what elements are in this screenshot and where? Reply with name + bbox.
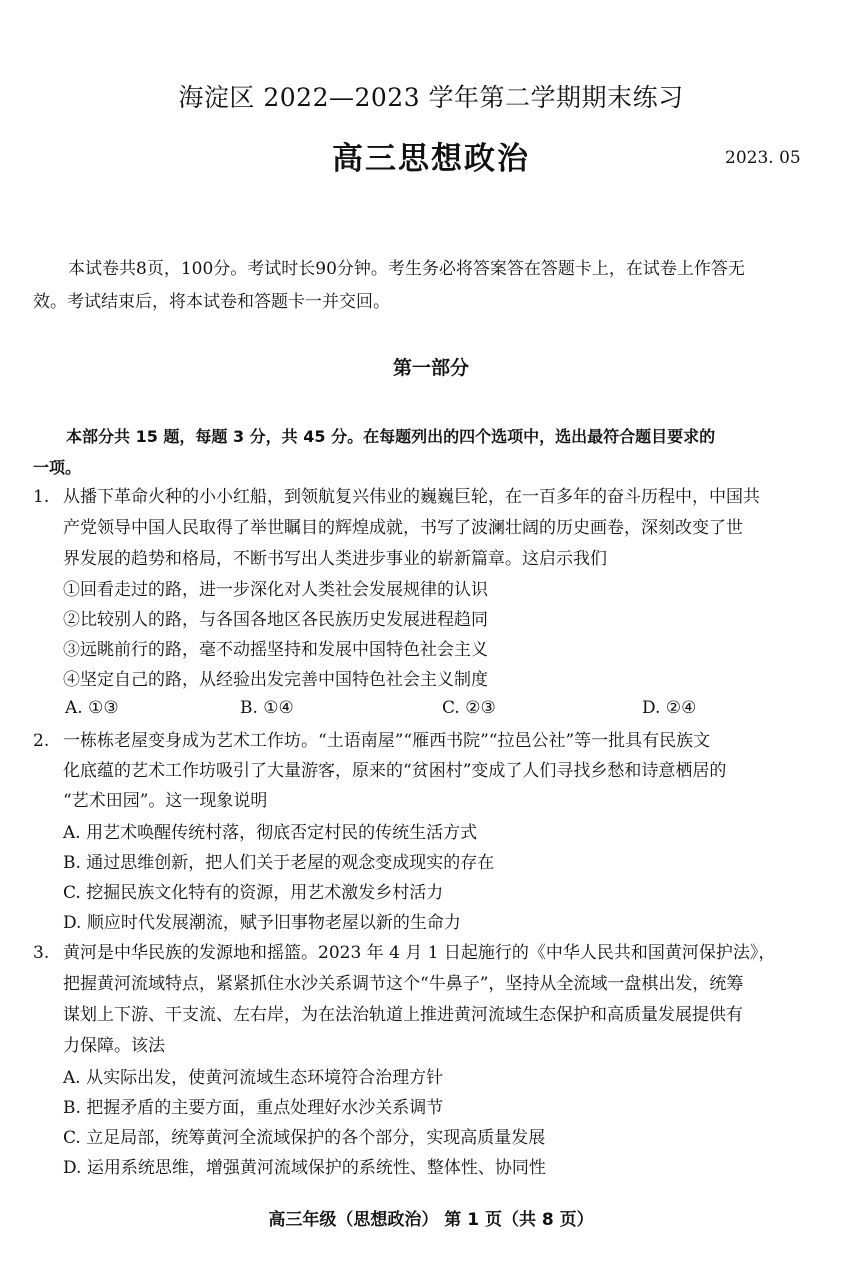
- option-d: D. ②④: [642, 698, 697, 718]
- option-c: C. 立足局部，统筹黄河全流域保护的各个部分，实现高质量发展: [63, 1128, 546, 1148]
- exam-date: 2023. 05: [725, 148, 801, 168]
- question-number: 3.: [33, 943, 50, 963]
- option-c: C. 挖掘民族文化特有的资源，用艺术激发乡村活力: [63, 883, 444, 903]
- part-one-title: 第一部分: [392, 357, 469, 379]
- question-number: 1.: [33, 487, 50, 507]
- question-stem-line: 一栋栋老屋变身成为艺术工作坊。“土语南屋”“雁西书院”“拉邑公社”等一批具有民族文: [63, 731, 711, 751]
- statement-3: ③远眺前行的路，毫不动摇坚持和发展中国特色社会主义: [63, 640, 488, 660]
- option-a: A. ①③: [65, 698, 119, 718]
- option-c: C. ②③: [442, 698, 496, 718]
- question-stem-line: 谋划上下游、干支流、左右岸，为在法治轨道上推进黄河流域生态保护和高质量发展提供有: [63, 1005, 743, 1025]
- part-one-intro-line-1: 本部分共 15 题，每题 3 分，共 45 分。在每题列出的四个选项中，选出最符合题目要求的: [66, 427, 716, 446]
- question-stem-line: 黄河是中华民族的发源地和摇篮。2023 年 4 月 1 日起施行的《中华人民共和国黄河保护法》，: [63, 943, 776, 963]
- question-stem-line: 产党领导中国人民取得了举世瞩目的辉煌成就，书写了波澜壮阔的历史画卷，深刻改变了世: [63, 518, 743, 538]
- statement-1: ①回看走过的路，进一步深化对人类社会发展规律的认识: [63, 580, 488, 600]
- option-b: B. 通过思维创新，把人们关于老屋的观念变成现实的存在: [63, 853, 495, 873]
- statement-4: ④坚定自己的路，从经验出发完善中国特色社会主义制度: [63, 670, 488, 690]
- option-b: B. ①④: [240, 698, 294, 718]
- question-stem-line: 从播下革命火种的小小红船，到领航复兴伟业的巍巍巨轮，在一百多年的奋斗历程中，中国共: [63, 487, 760, 507]
- option-b: B. 把握矛盾的主要方面，重点处理好水沙关系调节: [63, 1098, 444, 1118]
- page-footer: 高三年级（思想政治） 第 1 页（共 8 页）: [268, 1210, 594, 1230]
- part-one-intro-line-2: 一项。: [33, 458, 82, 477]
- question-stem-line: 力保障。该法: [63, 1036, 165, 1056]
- option-d: D. 顺应时代发展潮流，赋予旧事物老屋以新的生命力: [63, 913, 461, 933]
- instructions-line-2: 效。考试结束后，将本试卷和答题卡一并交回。: [33, 292, 390, 312]
- instructions-line-1: 本试卷共8页，100分。考试时长90分钟。考生务必将答案答在答题卡上，在试卷上作答无: [68, 259, 745, 279]
- option-a: A. 从实际出发，使黄河流域生态环境符合治理方针: [63, 1068, 444, 1088]
- question-stem-line: 化底蕴的艺术工作坊吸引了大量游客，原来的“贫困村”变成了人们寻找乡愁和诗意栖居的: [63, 761, 727, 781]
- question-number: 2.: [33, 731, 50, 751]
- question-stem-line: “艺术田园”。这一现象说明: [63, 791, 268, 811]
- option-a: A. 用艺术唤醒传统村落，彻底否定村民的传统生活方式: [63, 823, 478, 843]
- exam-header-title: 海淀区 2022—2023 学年第二学期期末练习: [178, 83, 684, 112]
- question-stem-line: 界发展的趋势和格局，不断书写出人类进步事业的崭新篇章。这启示我们: [63, 549, 607, 569]
- exam-subject-title: 高三思想政治: [332, 141, 530, 177]
- question-stem-line: 把握黄河流域特点，紧紧抓住水沙关系调节这个“牛鼻子”，坚持从全流域一盘棋出发，统筹: [63, 974, 744, 994]
- option-d: D. 运用系统思维，增强黄河流域保护的系统性、整体性、协同性: [63, 1158, 546, 1178]
- statement-2: ②比较别人的路，与各国各地区各民族历史发展进程趋同: [63, 610, 488, 630]
